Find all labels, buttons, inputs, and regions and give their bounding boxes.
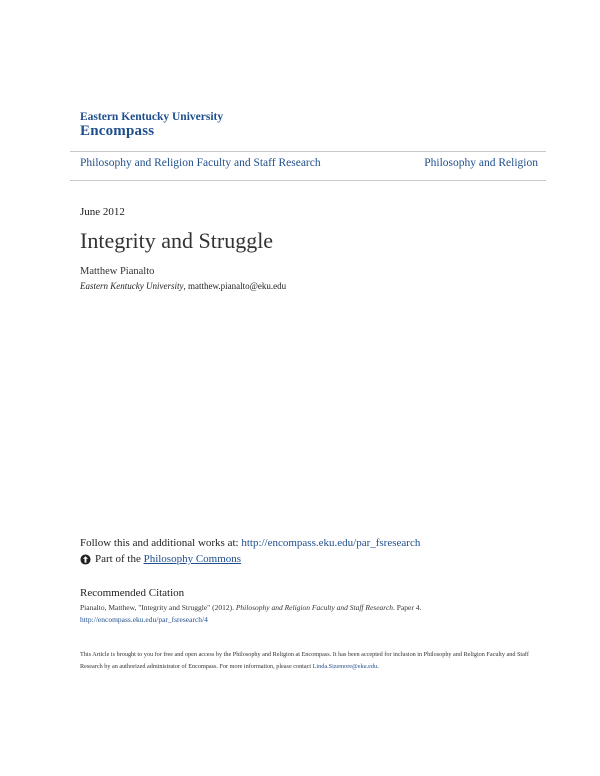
- follow-link[interactable]: http://encompass.eku.edu/par_fsresearch: [241, 537, 421, 549]
- citation-suffix: . Paper 4.: [393, 603, 422, 612]
- access-notice: [80, 649, 530, 673]
- affiliation-name: Eastern Kentucky University: [80, 281, 184, 291]
- part-of-prefix: Part of the: [95, 553, 141, 565]
- article-title: Integrity and Struggle: [80, 228, 274, 253]
- recommended-citation-heading: Recommended Citation: [80, 587, 185, 599]
- commons-icon: [80, 554, 91, 565]
- notice-end: .: [377, 663, 379, 670]
- author-name: Matthew Pianalto: [80, 266, 155, 277]
- author-email: , matthew.pianalto@eku.edu: [183, 281, 287, 291]
- collection-link[interactable]: Philosophy and Religion Faculty and Staff Research: [80, 157, 321, 169]
- part-of-line: [80, 553, 241, 565]
- citation-text: [80, 603, 421, 612]
- citation-series: Philosophy and Religion Faculty and Staff Research: [235, 603, 394, 612]
- citation-url[interactable]: http://encompass.eku.edu/par_fsresearch/4: [80, 615, 208, 624]
- notice-text: This Article is brought to you for free and open access by the Philosophy and Religion at Encompass. It has been accepted for inclusion in Philosophy and Religion Faculty and Staff Research by an authorized administrator of Encompass. For more information, please contact: [80, 651, 529, 670]
- department-link[interactable]: Philosophy and Religion: [424, 157, 538, 169]
- contact-email-link[interactable]: Linda.Sizemore@eku.edu: [312, 663, 378, 670]
- philosophy-commons-link[interactable]: Philosophy Commons: [143, 553, 242, 565]
- repository-name[interactable]: Encompass: [80, 123, 155, 139]
- follow-line: [80, 537, 420, 549]
- publication-date: June 2012: [80, 206, 125, 218]
- institution-name: Eastern Kentucky University: [80, 111, 224, 123]
- citation-prefix: Pianalto, Matthew, "Integrity and Struggle" (2012).: [80, 603, 236, 612]
- author-affiliation: [80, 281, 286, 291]
- follow-prefix: Follow this and additional works at:: [80, 537, 242, 549]
